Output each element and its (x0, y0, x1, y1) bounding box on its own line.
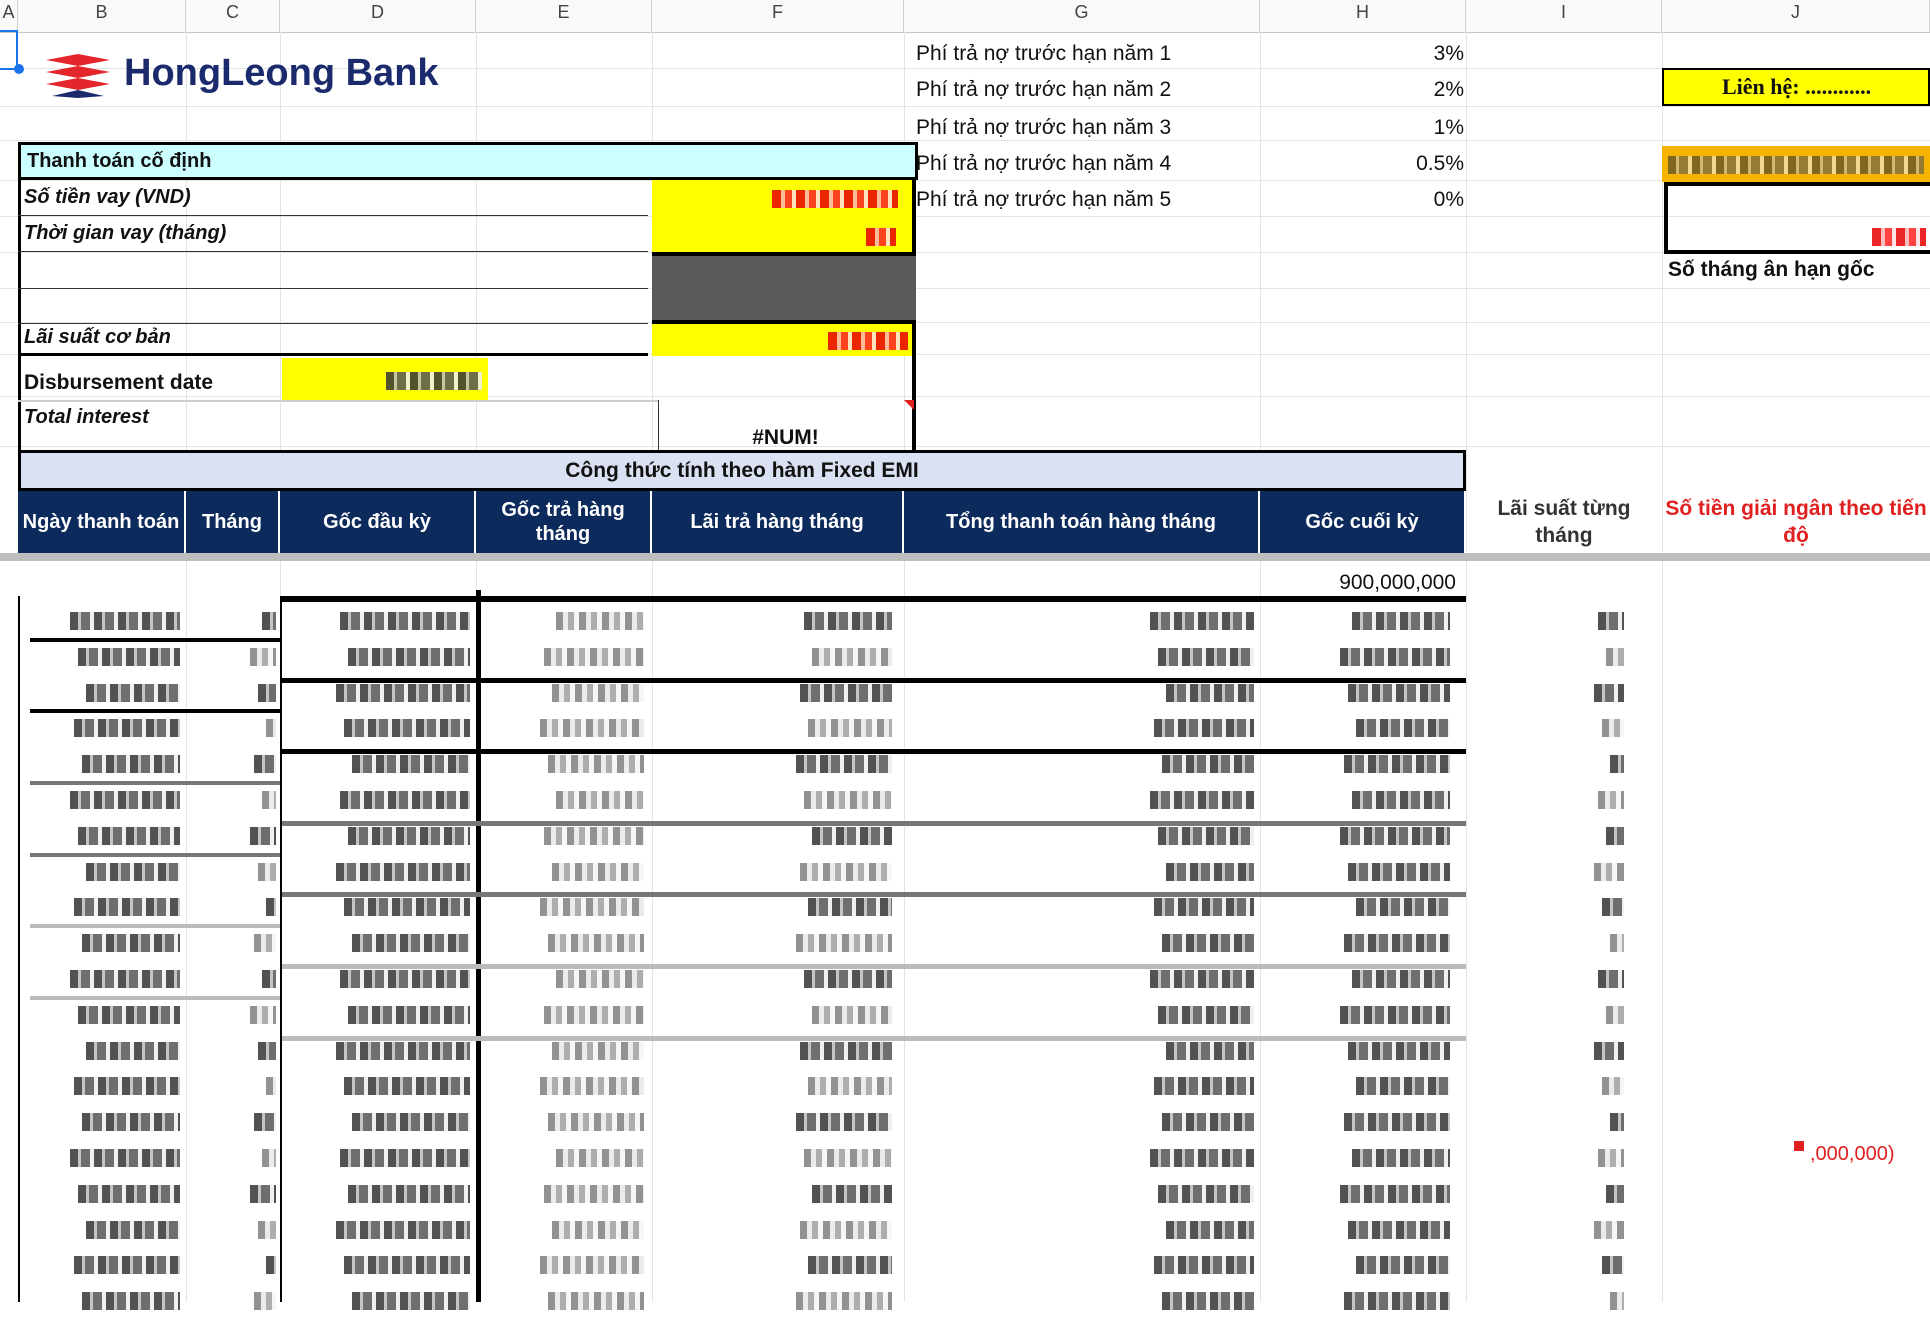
fee-value[interactable]: 2% (1433, 78, 1464, 101)
grace-value-box[interactable] (1664, 182, 1930, 254)
redacted-cell (1162, 1113, 1254, 1131)
row-separator (30, 638, 280, 642)
fixed-payment-title-cell[interactable] (18, 142, 918, 180)
redacted-cell (1606, 648, 1624, 666)
redacted-cell (556, 970, 644, 988)
redacted-cell (266, 1256, 276, 1274)
redacted-cell (1344, 934, 1450, 952)
redacted-cell (78, 1006, 180, 1024)
column-header-h[interactable]: H (1260, 0, 1466, 32)
row-separator (30, 781, 280, 785)
fee-row (904, 36, 1464, 72)
fee-value[interactable]: 3% (1433, 42, 1464, 65)
redacted-cell (78, 648, 180, 666)
redacted-cell (250, 648, 276, 666)
redacted-cell (1166, 1042, 1254, 1060)
column-border (280, 596, 282, 1302)
redacted-cell (1598, 970, 1624, 988)
redacted-cell (1154, 719, 1254, 737)
redacted-cell (1158, 1185, 1254, 1203)
fee-label: Phí trả nợ trước hạn năm 4 (916, 152, 1172, 175)
redacted-cell (1610, 1292, 1624, 1310)
disbursement-partial-value[interactable]: ,000,000) (1810, 1143, 1895, 1165)
redacted-cell (250, 1006, 276, 1024)
redacted-cell (1356, 1077, 1450, 1095)
redacted-cell (344, 1256, 470, 1274)
header-monthly-interest[interactable]: Lãi trả hàng tháng (652, 491, 904, 553)
redacted-cell (552, 684, 644, 702)
redacted-cell (544, 1006, 644, 1024)
redacted-cell (70, 1149, 180, 1167)
redacted-cell (796, 1113, 892, 1131)
redacted-cell (796, 934, 892, 952)
redacted-cell (800, 863, 892, 881)
redacted-cell (86, 1221, 180, 1239)
freeze-pane-divider[interactable] (0, 553, 1930, 561)
redacted-cell (1340, 648, 1450, 666)
column-header-f[interactable]: F (652, 0, 904, 32)
redacted-cell (1154, 1256, 1254, 1274)
redacted-cell (1162, 1292, 1254, 1310)
redacted-cell (82, 1113, 180, 1131)
redacted-cell (86, 684, 180, 702)
redacted-cell (812, 827, 892, 845)
redacted-cell (1606, 1185, 1624, 1203)
red-marker (1794, 1141, 1804, 1151)
redacted-cell (544, 648, 644, 666)
redacted-cell (796, 1292, 892, 1310)
base-rate-value[interactable] (652, 324, 912, 356)
redacted-cell (1356, 898, 1450, 916)
redacted-cell (1602, 719, 1624, 737)
redacted-cell (804, 612, 892, 630)
redacted-cell (1602, 1077, 1624, 1095)
redacted-cell (258, 863, 276, 881)
redacted-cell (348, 827, 470, 845)
redacted-cell (1348, 1042, 1450, 1060)
redacted-cell (800, 684, 892, 702)
redacted-cell (812, 1006, 892, 1024)
column-header-j[interactable]: J (1662, 0, 1930, 32)
redacted-cell (340, 612, 470, 630)
redacted-cell (1594, 1221, 1624, 1239)
header-month[interactable]: Tháng (186, 491, 280, 553)
column-header-a[interactable]: A (0, 0, 18, 32)
redacted-cell (262, 791, 276, 809)
redacted-cell (254, 755, 276, 773)
redacted-cell (78, 827, 180, 845)
redacted-cell (340, 1149, 470, 1167)
emi-section-title[interactable]: Công thức tính theo hàm Fixed EMI (18, 450, 1466, 491)
redacted-cell (1166, 684, 1254, 702)
header-disbursement[interactable]: Số tiền giải ngân theo tiến độ (1665, 497, 1927, 547)
column-header-g[interactable]: G (904, 0, 1260, 32)
left-border (18, 596, 20, 1302)
redacted-cell (808, 1256, 892, 1274)
redacted-cell (804, 791, 892, 809)
redacted-cell (1348, 1221, 1450, 1239)
redacted-cell (1154, 898, 1254, 916)
fixed-payment-title: Thanh toán cố định (27, 150, 212, 172)
redacted-cell (1162, 934, 1254, 952)
redacted-cell (800, 1042, 892, 1060)
redacted-cell (254, 1292, 276, 1310)
redacted-cell (1606, 827, 1624, 845)
total-interest-value[interactable]: #NUM! (658, 400, 912, 454)
redacted-cell (812, 648, 892, 666)
fee-row (904, 110, 1464, 146)
total-interest-row (18, 400, 658, 454)
redacted-cell (262, 970, 276, 988)
redacted-cell (82, 934, 180, 952)
redacted-cell (262, 1149, 276, 1167)
header-opening-principal[interactable]: Gốc đầu kỳ (280, 491, 476, 553)
redacted-cell (344, 898, 470, 916)
redacted-cell (1352, 1149, 1450, 1167)
redacted-cell (352, 1113, 470, 1131)
redacted-cell (1150, 791, 1254, 809)
header-closing-principal[interactable]: Gốc cuối kỳ (1260, 491, 1466, 553)
redacted-cell (548, 1292, 644, 1310)
hong-leong-logo (42, 48, 512, 102)
disbursement-label: Disbursement date (24, 371, 214, 394)
redacted-cell (1344, 1113, 1450, 1131)
redacted-cell (1610, 755, 1624, 773)
redacted-cell (258, 1042, 276, 1060)
comment-indicator (904, 400, 914, 410)
redacted-cell (804, 1149, 892, 1167)
redacted-cell (344, 1077, 470, 1095)
redacted-cell (1356, 719, 1450, 737)
row-separator (30, 709, 280, 713)
redacted-cell (1344, 1292, 1450, 1310)
opening-balance[interactable]: 900,000,000 (1339, 571, 1456, 594)
redacted-cell (1150, 970, 1254, 988)
redacted-cell (78, 1185, 180, 1203)
redacted-cell (540, 719, 644, 737)
redacted-cell (266, 898, 276, 916)
redacted-cell (266, 719, 276, 737)
redacted-cell (1602, 898, 1624, 916)
redacted-cell (74, 1077, 180, 1095)
redacted-cell (556, 1149, 644, 1167)
redacted-cell (336, 684, 470, 702)
fee-row (904, 72, 1464, 108)
redacted-cell (1594, 863, 1624, 881)
redacted-cell (352, 755, 470, 773)
redacted-cell (1340, 1185, 1450, 1203)
redacted-cell (340, 791, 470, 809)
loan-amount-value[interactable] (652, 180, 912, 216)
redacted-cell (1598, 1149, 1624, 1167)
header-payment-date[interactable]: Ngày thanh toán (18, 491, 186, 553)
fee-value[interactable]: 0.5% (1416, 152, 1464, 175)
redacted-cell (74, 1256, 180, 1274)
redacted-cell (1610, 934, 1624, 952)
redacted-cell (1150, 1149, 1254, 1167)
redacted-cell (254, 1113, 276, 1131)
redacted-cell (258, 684, 276, 702)
redacted-cell (1602, 1256, 1624, 1274)
redacted-cell (1162, 755, 1254, 773)
grace-label: Số tháng ân hạn gốc (1668, 258, 1875, 281)
redacted-cell (1340, 827, 1450, 845)
redacted-cell (336, 863, 470, 881)
base-rate-label: Lãi suất cơ bản (24, 326, 171, 348)
redacted-cell (1340, 1006, 1450, 1024)
row-separator (30, 996, 280, 1000)
redacted-cell (1352, 791, 1450, 809)
row-border (280, 596, 1466, 602)
redacted-cell (340, 970, 470, 988)
redacted-cell (808, 1077, 892, 1095)
fee-label: Phí trả nợ trước hạn năm 1 (916, 42, 1172, 65)
header-monthly-principal[interactable]: Gốc trả hàng tháng (476, 491, 652, 553)
row-separator (30, 853, 280, 857)
redacted-cell (352, 1292, 470, 1310)
redacted-cell (1166, 1221, 1254, 1239)
redacted-cell (1594, 1042, 1624, 1060)
redacted-cell (344, 719, 470, 737)
redacted-cell (1352, 612, 1450, 630)
redacted-cell (250, 1185, 276, 1203)
redacted-cell (808, 719, 892, 737)
redacted-cell (336, 1221, 470, 1239)
redacted-cell (552, 1042, 644, 1060)
redacted-cell (540, 1256, 644, 1274)
redacted-cell (1594, 684, 1624, 702)
fee-row (904, 146, 1464, 182)
redacted-cell (336, 1042, 470, 1060)
redacted-cell (796, 755, 892, 773)
redacted-cell (352, 934, 470, 952)
redacted-cell (86, 863, 180, 881)
redacted-cell (1150, 612, 1254, 630)
row-separator (30, 924, 280, 928)
redacted-cell (800, 1221, 892, 1239)
column-header-d[interactable]: D (280, 0, 476, 32)
column-header-i[interactable]: I (1466, 0, 1662, 32)
redacted-cell (1348, 863, 1450, 881)
redacted-cell (548, 755, 644, 773)
column-header-bar (0, 0, 1930, 33)
redacted-cell (812, 1185, 892, 1203)
redacted-cell (74, 898, 180, 916)
loan-amount-label: Số tiền vay (VND) (24, 186, 191, 208)
redacted-cell (548, 1113, 644, 1131)
column-header-e[interactable]: E (476, 0, 652, 32)
total-interest-label: Total interest (24, 406, 149, 428)
redacted-cell (1158, 648, 1254, 666)
redacted-cell (1344, 755, 1450, 773)
contact-blurred-bar (1662, 146, 1930, 182)
redacted-cell (1610, 1113, 1624, 1131)
redacted-cell (70, 970, 180, 988)
logo-text: HongLeong Bank (124, 52, 439, 94)
redacted-cell (1352, 970, 1450, 988)
redacted-cell (1356, 1256, 1450, 1274)
redacted-cell (1154, 1077, 1254, 1095)
redacted-cell (1348, 684, 1450, 702)
redacted-cell (804, 970, 892, 988)
fee-label: Phí trả nợ trước hạn năm 5 (916, 188, 1172, 211)
contact-cell[interactable]: Liên hệ: ............ (1662, 68, 1930, 106)
redacted-cell (86, 1042, 180, 1060)
redacted-cell (82, 755, 180, 773)
redacted-cell (70, 791, 180, 809)
fee-label: Phí trả nợ trước hạn năm 2 (916, 78, 1172, 101)
header-monthly-rate[interactable]: Lãi suất từng tháng (1497, 497, 1631, 547)
redacted-cell (1158, 1006, 1254, 1024)
fee-label: Phí trả nợ trước hạn năm 3 (916, 116, 1172, 139)
column-header-b[interactable]: B (18, 0, 186, 32)
redacted-cell (1598, 791, 1624, 809)
redacted-cell (540, 898, 644, 916)
redacted-cell (74, 719, 180, 737)
redacted-cell (70, 612, 180, 630)
redacted-cell (552, 863, 644, 881)
dark-cell[interactable] (652, 252, 916, 324)
redacted-cell (348, 1006, 470, 1024)
loan-term-row (18, 216, 648, 252)
redacted-cell (1166, 863, 1254, 881)
header-total-payment[interactable]: Tổng thanh toán hàng tháng (904, 491, 1260, 553)
base-rate-row (18, 320, 648, 356)
fee-value[interactable]: 0% (1433, 188, 1464, 211)
redacted-cell (1158, 827, 1254, 845)
redacted-cell (556, 791, 644, 809)
redacted-cell (1606, 1006, 1624, 1024)
redacted-cell (552, 1221, 644, 1239)
redacted-cell (544, 827, 644, 845)
blank-rows (18, 252, 648, 324)
redacted-cell (258, 1221, 276, 1239)
column-header-c[interactable]: C (186, 0, 280, 32)
redacted-cell (250, 827, 276, 845)
redacted-cell (262, 612, 276, 630)
redacted-cell (348, 1185, 470, 1203)
fee-value[interactable]: 1% (1433, 116, 1464, 139)
disbursement-value[interactable] (282, 358, 488, 400)
redacted-cell (1598, 612, 1624, 630)
loan-amount-row (18, 180, 648, 216)
redacted-cell (548, 934, 644, 952)
redacted-cell (348, 648, 470, 666)
fee-row (904, 182, 1464, 218)
disbursement-row (18, 356, 282, 400)
redacted-cell (82, 1292, 180, 1310)
redacted-cell (544, 1185, 644, 1203)
redacted-cell (540, 1077, 644, 1095)
redacted-cell (808, 898, 892, 916)
redacted-cell (556, 612, 644, 630)
redacted-cell (254, 934, 276, 952)
loan-term-label: Thời gian vay (tháng) (24, 222, 227, 244)
redacted-cell (266, 1077, 276, 1095)
logo-mark-icon (42, 50, 114, 100)
selection-handle[interactable] (14, 64, 24, 74)
loan-term-value[interactable] (652, 216, 912, 252)
